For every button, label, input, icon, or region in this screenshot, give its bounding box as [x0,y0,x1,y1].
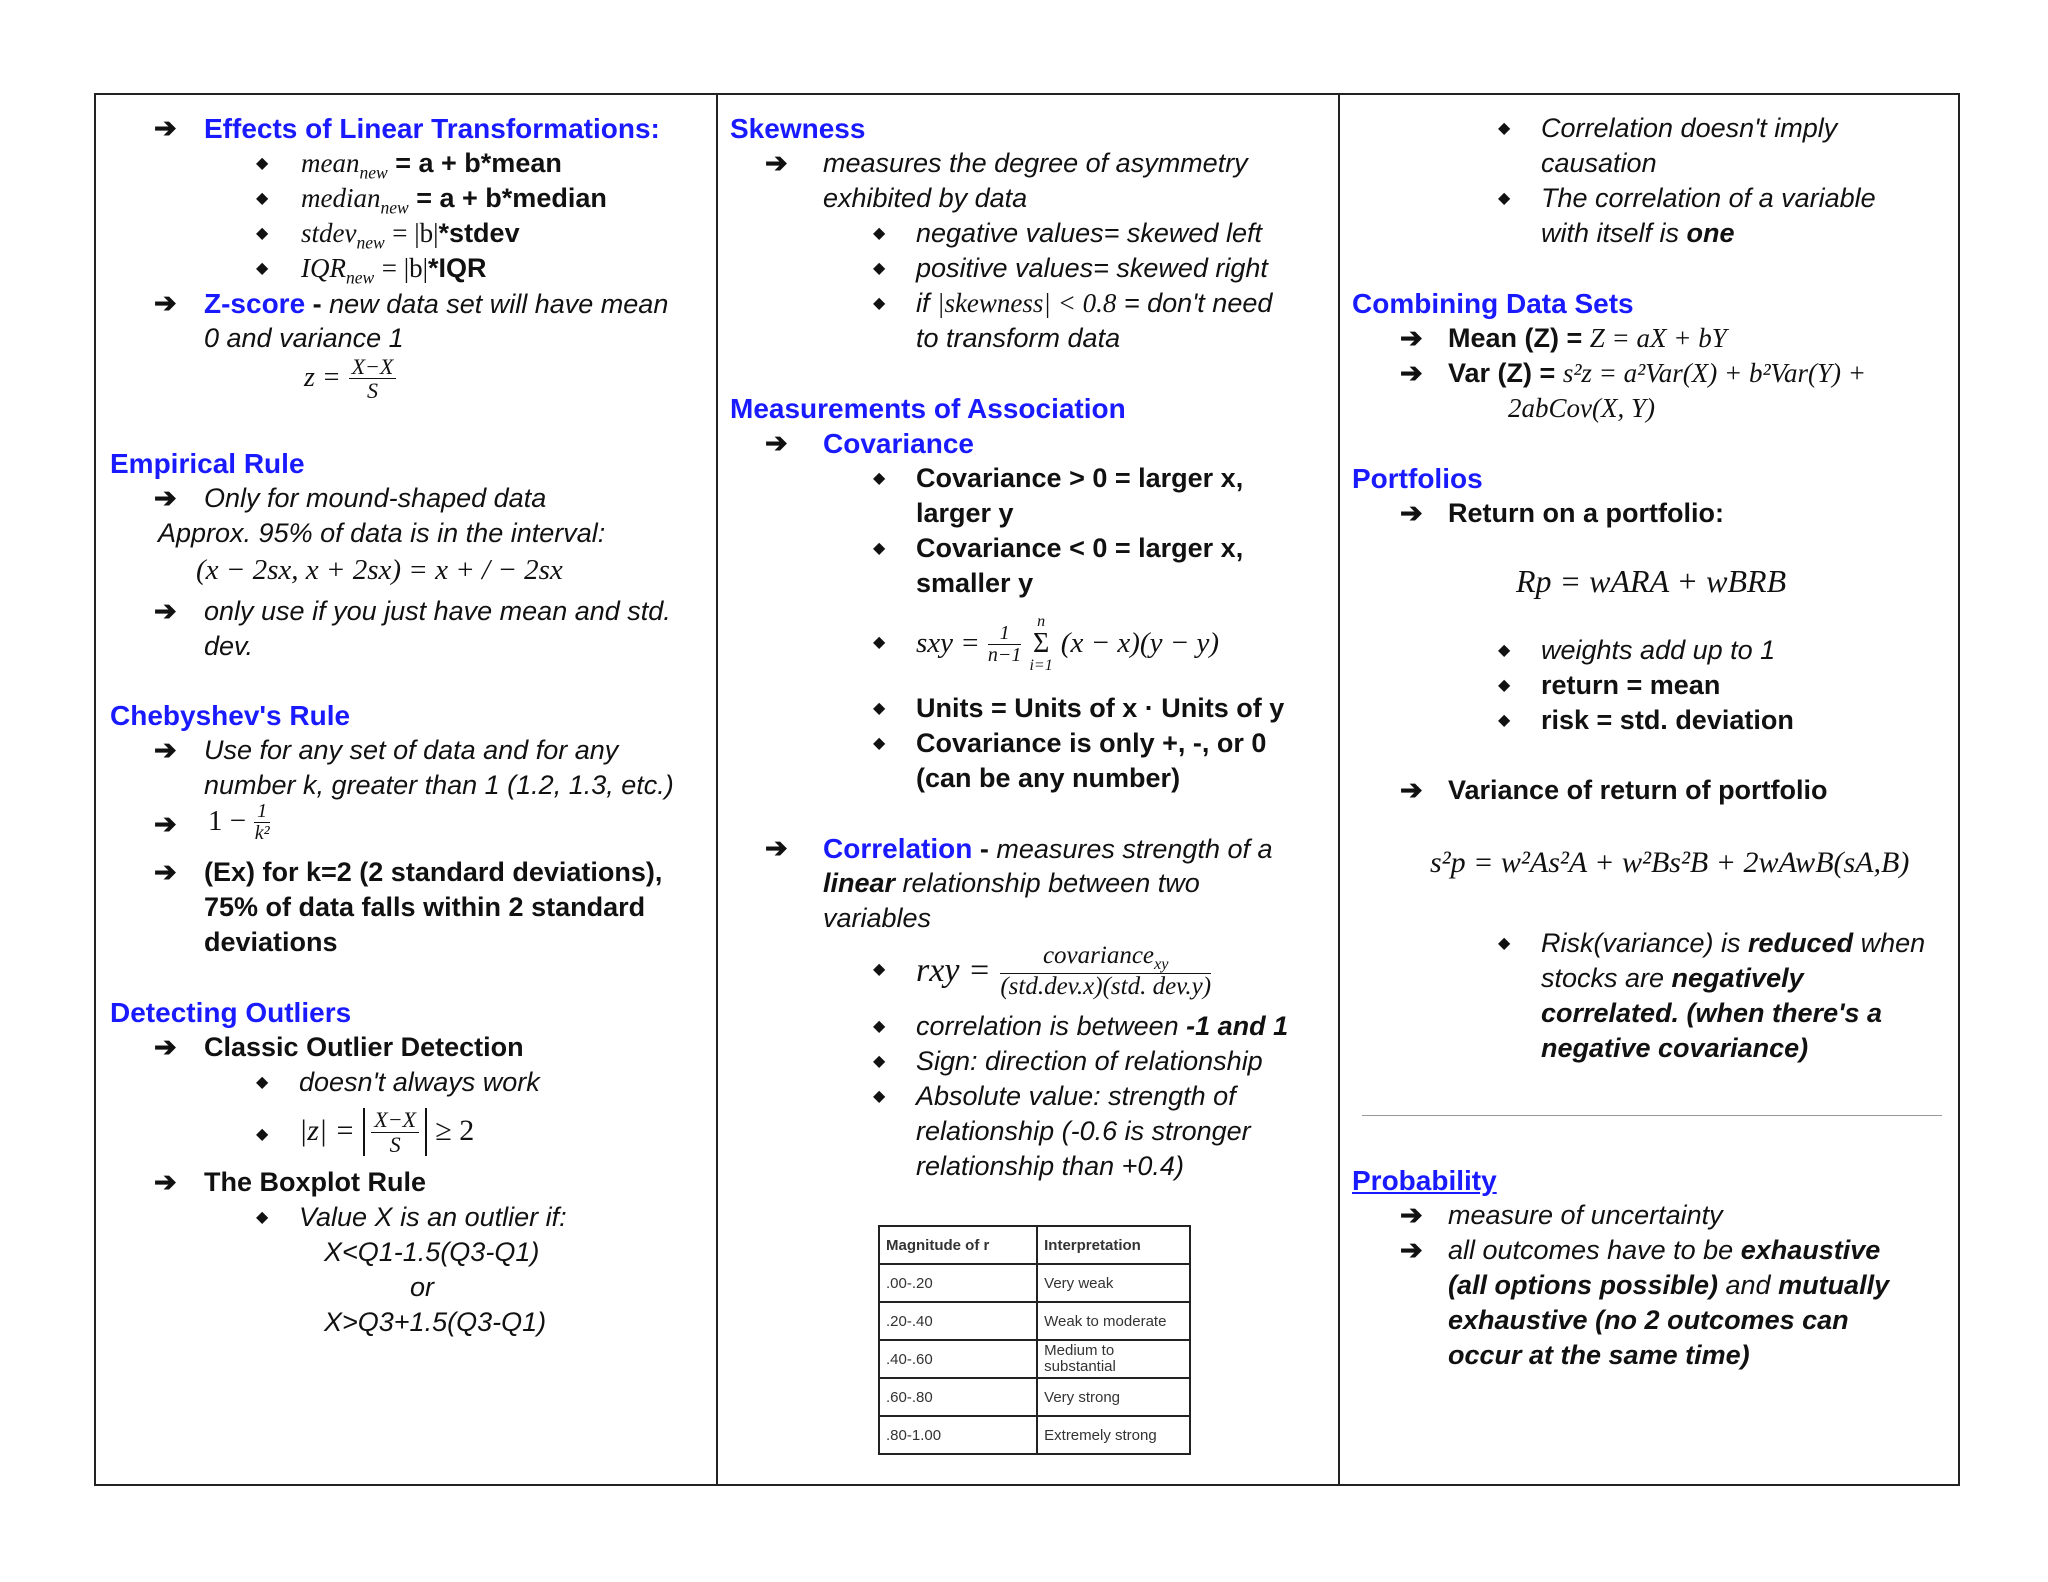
zscore-label: Z-score [204,288,306,319]
probability-bullet-3 [1448,1268,1889,1303]
table-row [879,1416,1190,1454]
correlation-range [916,1009,1288,1044]
chebyshev-example-c: deviations [204,927,338,957]
diamond-icon: ◆ [1498,935,1511,952]
probability-b2-pre: all outcomes have to be [1448,1235,1741,1265]
table-cell: .60-.80 [879,1378,1037,1416]
sxy-lhs: sxy = [916,627,980,659]
skew-threshold [916,286,1272,321]
outlier-if: Value X is an outlier if: [299,1202,567,1232]
table-cell: .80-1.00 [879,1416,1037,1454]
portfolio-return-formula: Rp = wARA + wBRB [1516,563,1787,599]
portfolios-heading: Portfolios [1352,463,1483,494]
linear-transformations-heading: Effects of Linear Transformations: [204,113,660,144]
arrow-icon: ➔ [765,148,788,178]
table-cell: .40-.60 [879,1340,1037,1378]
combining-var [1448,356,1866,391]
corr-note-2b-bold: one [1686,218,1735,248]
arrow-icon: ➔ [154,596,177,626]
chebyshev-heading: Chebyshev's Rule [110,700,351,731]
arrow-icon: ➔ [154,857,177,887]
cov-negative-a: Covariance < 0 = larger x, [916,533,1244,563]
cov-positive-b: larger y [916,498,1014,528]
zscore-dash: - [305,289,330,319]
risk-reduced-b [1541,961,1804,996]
skew-negative: negative values= skewed left [916,218,1262,248]
probability-bullet-2 [1448,1233,1880,1268]
skew-positive: positive values= skewed right [916,253,1268,283]
correlation-label: Correlation [823,833,973,864]
sxy-num: 1 [988,623,1022,645]
corr-note-2b [1541,216,1735,251]
boxplot-rule: The Boxplot Rule [204,1167,426,1197]
diamond-icon: ◆ [256,260,269,277]
risk-reduced-a [1541,926,1925,961]
chebyshev-num: 1 [254,801,270,823]
diamond-icon: ◆ [256,190,269,207]
diamond-icon: ◆ [873,700,886,717]
correlation-line-3: variables [823,903,932,933]
cov-positive-a: Covariance > 0 = larger x, [916,463,1244,493]
zscore-den: S [366,378,378,404]
diamond-icon: ◆ [256,1209,269,1226]
mean-label: mean [301,148,360,178]
covariance-units: Units = Units of x · Units of y [916,693,1285,723]
correlation-text-2: relationship between two [895,868,1200,898]
correlation-range-bold: -1 and 1 [1186,1011,1289,1041]
correlation-line-2 [823,866,1200,901]
combining-mean-formula: Z = aX + bY [1589,323,1727,353]
diamond-icon: ◆ [873,540,886,557]
diamond-icon: ◆ [1498,120,1511,137]
cheat-sheet [94,93,1960,1486]
covariance-only-b: (can be any number) [916,763,1181,793]
sum-bottom: i=1 [1029,657,1053,675]
zscore-formula [304,355,396,402]
arrow-icon: ➔ [1400,358,1423,388]
risk-reduced-c: correlated. (when there's a [1541,998,1883,1028]
stdev-label: stdev [301,218,357,248]
diamond-icon: ◆ [873,961,886,978]
probability-bullet-1: measure of uncertainty [1448,1200,1723,1230]
correlation-formula [916,933,1211,1008]
diamond-icon: ◆ [256,1074,269,1091]
correlation-text-1: measures strength of a [996,834,1273,864]
rxy-lhs: rxy = [916,952,991,989]
probability-bullet-5: occur at the same time) [1448,1340,1750,1370]
skewness-heading: Skewness [730,113,866,144]
covariance-formula: sxy = $\frac{1}{n-1}$ n Σ i=1 (x − x)(y − y) [916,613,1220,675]
diamond-icon: ◆ [1498,677,1511,694]
chebyshev-formula-lhs: 1 − [208,805,247,838]
risk-b-bold: negatively [1671,963,1804,993]
corr-note-2a: The correlation of a variable [1541,183,1876,213]
abs-z-den: S [389,1131,401,1157]
arrow-icon: ➔ [765,833,788,863]
skewness-desc-a: measures the degree of asymmetry [823,148,1248,178]
section-divider [1362,1115,1942,1116]
correlation-abs-b: relationship (-0.6 is stronger [916,1116,1251,1146]
table-row [879,1378,1190,1416]
magnitude-table [878,1225,1191,1455]
table-header-cell: Interpretation [1037,1226,1190,1264]
arrow-icon: ➔ [1400,323,1423,353]
portfolio-return-label: Return on a portfolio: [1448,498,1724,528]
corr-note-1b: causation [1541,148,1657,178]
arrow-icon: ➔ [154,1032,177,1062]
arrow-icon: ➔ [765,428,788,458]
correlation-abs-a: Absolute value: strength of [916,1081,1236,1111]
outlier-or: or [410,1272,435,1302]
skew-threshold-b: to transform data [916,323,1121,353]
return-note: return = mean [1541,670,1721,700]
chebyshev-bullet-1a: Use for any set of data and for any [204,735,619,765]
arrow-icon: ➔ [154,483,177,513]
diamond-icon: ◆ [256,225,269,242]
outlier-upper: X>Q3+1.5(Q3-Q1) [324,1307,547,1337]
skew-if-math: |skewness| < 0.8 [937,288,1117,318]
risk-note: risk = std. deviation [1541,705,1794,735]
portfolio-variance-formula: s²p = w²As²A + w²Bs²B + 2wAwB(sA,B) [1430,846,1910,879]
probability-b3-bold: (all options possible) [1448,1270,1719,1300]
table-cell: Extremely strong [1037,1416,1190,1454]
table-header-cell: Magnitude of r [879,1226,1037,1264]
chebyshev-example-a: (Ex) for k=2 (2 standard deviations), [204,857,663,887]
probability-heading[interactable]: Probability [1352,1165,1497,1196]
diamond-icon: ◆ [1498,190,1511,207]
sxy-body: (x − x)(y − y) [1060,627,1220,659]
table-header-row [879,1226,1190,1264]
sum-top: n [1037,613,1046,631]
doesnt-always-work: doesn't always work [299,1067,540,1097]
combining-mean [1448,321,1727,356]
covariance-only-a: Covariance is only +, -, or 0 [916,728,1267,758]
table-cell: Very weak [1037,1264,1190,1302]
column-3 [1340,95,1958,1484]
zscore-z: z = [304,361,341,393]
chebyshev-den: k² [254,822,270,844]
empirical-bullet-1: Only for mound-shaped data [204,483,547,513]
table-cell: .20-.40 [879,1302,1037,1340]
table-row [879,1264,1190,1302]
correlation-dash: - [972,834,997,864]
iqr-sub: new [345,267,375,288]
skewness-desc-b: exhibited by data [823,183,1028,213]
diamond-icon: ◆ [256,1126,269,1143]
correlation-linear: linear [823,868,896,898]
diamond-icon: ◆ [1498,712,1511,729]
rxy-num: covariance [1042,942,1155,970]
stdev-eq: = |b| [392,218,439,248]
chebyshev-bullet-1b: number k, greater than 1 (1.2, 1.3, etc.) [204,770,674,800]
outlier-lower: X<Q1-1.5(Q3-Q1) [324,1237,540,1267]
zscore-text: new data set will have mean [329,289,669,319]
table-cell: .00-.20 [879,1264,1037,1302]
combining-heading: Combining Data Sets [1352,288,1634,319]
column-1 [96,95,718,1484]
arrow-icon: ➔ [1400,498,1423,528]
risk-b-pre: stocks are [1541,963,1672,993]
diamond-icon: ◆ [256,155,269,172]
skew-if-post: = don't need [1123,288,1273,318]
rxy-num-sub: xy [1154,955,1169,974]
arrow-icon: ➔ [1400,1235,1423,1265]
combining-var-formula: s²z = a²Var(X) + b²Var(Y) + [1562,358,1867,388]
diamond-icon: ◆ [873,295,886,312]
mean-rhs: = a + b*mean [395,148,562,178]
correlation-line [823,831,1273,867]
arrow-icon: ➔ [154,809,177,839]
diamond-icon: ◆ [873,1018,886,1035]
empirical-rule-heading: Empirical Rule [110,448,305,479]
chebyshev-example-b: 75% of data falls within 2 standard [204,892,646,922]
probability-bullet-4: exhaustive (no 2 outcomes can [1448,1305,1849,1335]
corr-note-2b-pre: with itself is [1541,218,1687,248]
mean-sub: new [359,162,388,183]
zscore-line [204,286,668,322]
risk-reduced-bold: reduced [1748,928,1854,958]
probability-b3-mid: and [1718,1270,1779,1300]
stdev-rhs: *stdev [438,218,520,248]
table-row [879,1302,1190,1340]
classic-outlier-detection: Classic Outlier Detection [204,1032,524,1062]
probability-b3-bold-2: mutually [1778,1270,1890,1300]
diamond-icon: ◆ [873,470,886,487]
arrow-icon: ➔ [154,735,177,765]
probability-b2-bold: exhaustive [1740,1235,1881,1265]
risk-reduced-post: when [1853,928,1926,958]
arrow-icon: ➔ [1400,1200,1423,1230]
skew-if: if [916,288,930,318]
risk-reduced-d: negative covariance) [1541,1033,1809,1063]
diamond-icon: ◆ [873,260,886,277]
empirical-bullet-2b: dev. [204,631,254,661]
empirical-bullet-2a: only use if you just have mean and std. [204,596,671,626]
combining-var-formula-2: 2abCov(X, Y) [1508,393,1655,423]
corr-note-1a: Correlation doesn't imply [1541,113,1838,143]
diamond-icon: ◆ [873,735,886,752]
combining-var-label: Var (Z) = [1448,358,1556,388]
correlation-sign: Sign: direction of relationship [916,1046,1263,1076]
iqr-eq: = |b| [381,253,429,283]
arrow-icon: ➔ [154,1167,177,1197]
zscore-text-2: 0 and variance 1 [204,323,404,353]
table-row [879,1340,1190,1378]
median-rhs: = a + b*median [416,183,607,213]
median-sub: new [380,197,409,218]
combining-mean-label: Mean (Z) = [1448,323,1583,353]
abs-z-num: X−X [371,1108,419,1132]
detecting-outliers-heading: Detecting Outliers [110,997,352,1028]
rxy-den: (std.dev.x)(std. dev.y) [1000,973,1212,1001]
cov-negative-b: smaller y [916,568,1034,598]
diamond-icon: ◆ [873,634,886,651]
correlation-range-pre: correlation is between [916,1011,1187,1041]
arrow-icon: ➔ [154,113,177,143]
stdev-sub: new [356,232,385,253]
empirical-approx: Approx. 95% of data is in the interval: [158,518,606,548]
correlation-abs-c: relationship than +0.4) [916,1151,1184,1181]
diamond-icon: ◆ [873,1053,886,1070]
table-cell: Very strong [1037,1378,1190,1416]
portfolio-variance-label: Variance of return of portfolio [1448,775,1828,805]
abs-z-lhs: |z| = [299,1114,355,1147]
diamond-icon: ◆ [873,1088,886,1105]
covariance-heading: Covariance [823,428,974,459]
weights-note: weights add up to 1 [1541,635,1776,665]
chebyshev-formula [208,801,270,844]
column-2 [718,95,1340,1484]
table-cell: Weak to moderate [1037,1302,1190,1340]
table-cell: Medium to substantial [1037,1340,1190,1378]
empirical-formula: (x − 2sx, x + 2sx) = x + / − 2sx [196,554,563,586]
diamond-icon: ◆ [1498,642,1511,659]
median-label: median [301,183,381,213]
zscore-num: X−X [349,355,397,379]
iqr-label: IQR [301,253,346,283]
abs-z-rhs: ≥ 2 [435,1114,475,1147]
risk-reduced-pre: Risk(variance) is [1541,928,1749,958]
arrow-icon: ➔ [154,288,177,318]
association-heading: Measurements of Association [730,393,1126,424]
iqr-rhs: *IQR [428,253,487,283]
abs-z-formula [299,1098,474,1164]
diamond-icon: ◆ [873,225,886,242]
arrow-icon: ➔ [1400,775,1423,805]
sxy-den: n−1 [987,643,1022,666]
